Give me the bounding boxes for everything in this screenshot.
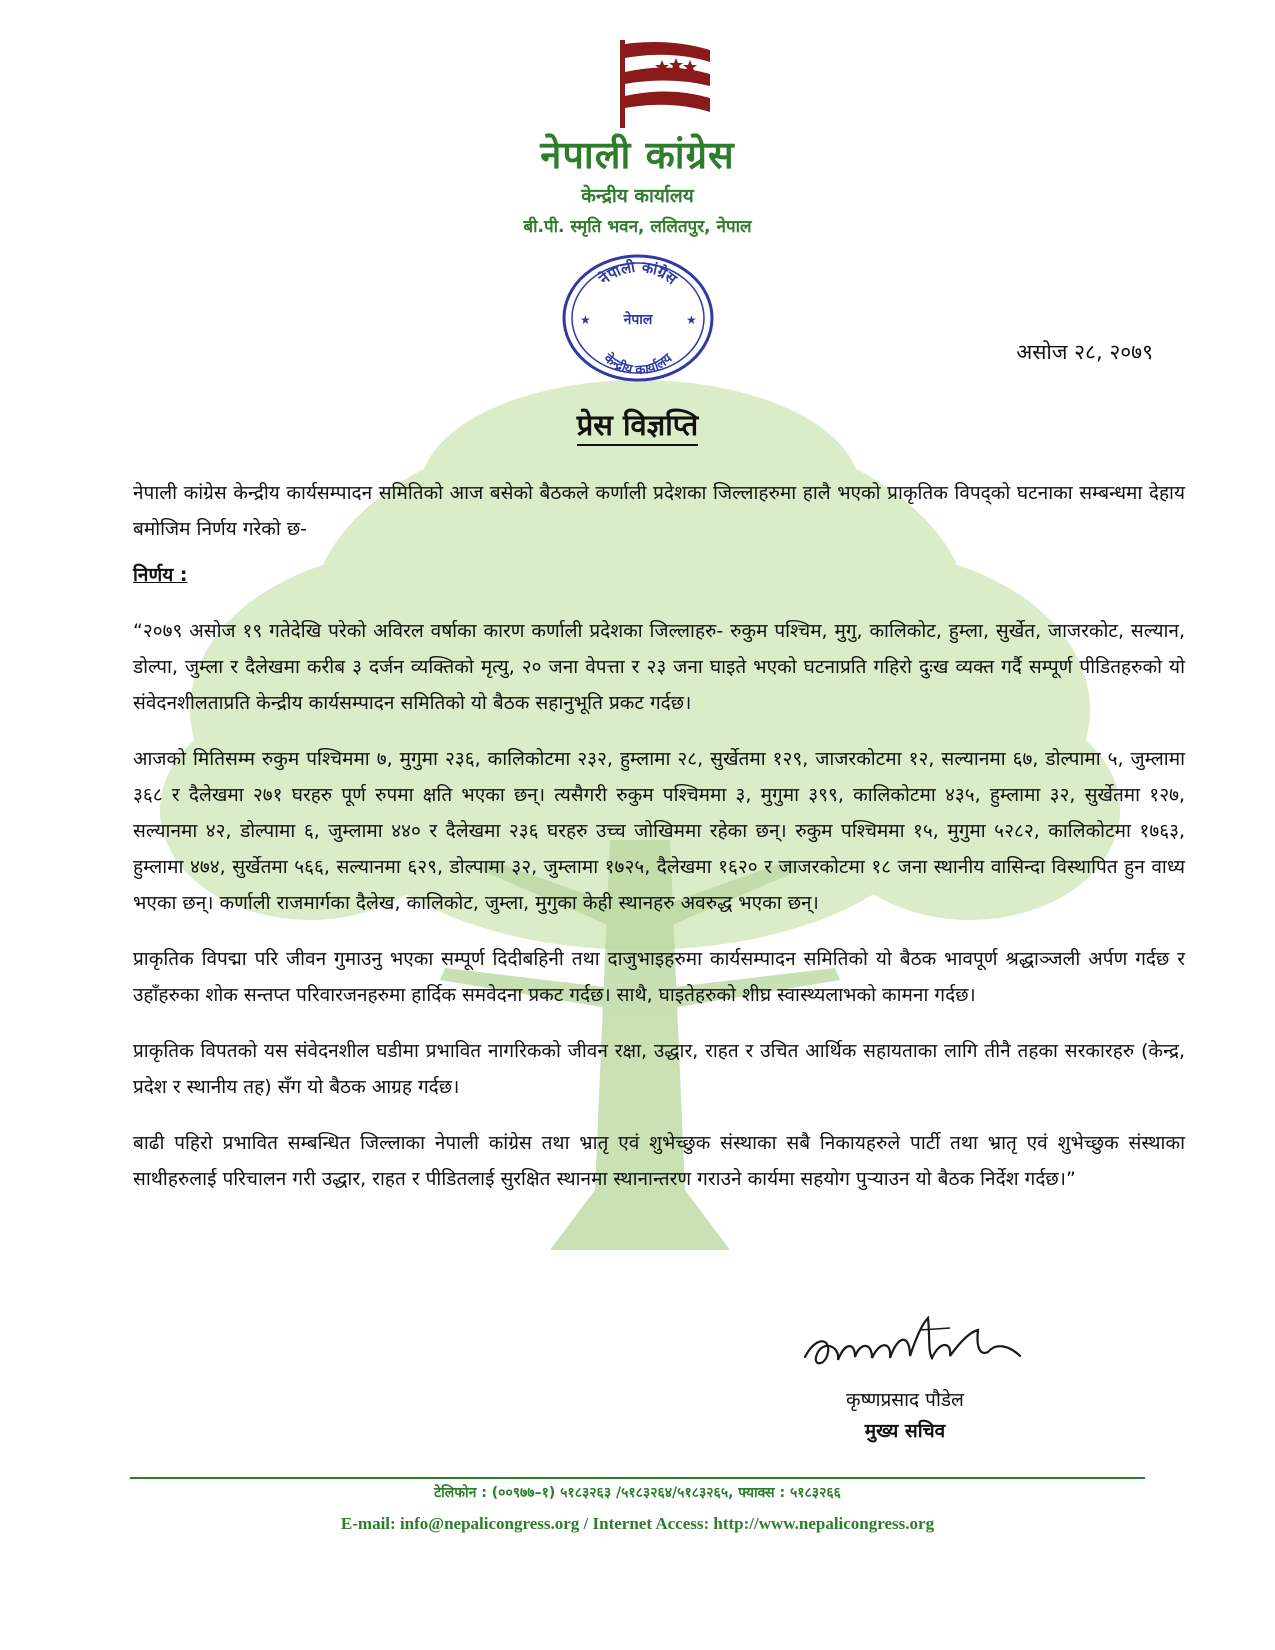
- footer-phone-fax: टेलिफोन : (००९७७–१) ५१८३२६३ /५१८३२६४/५१८३२६५, फ्याक्स : ५१८३२६६: [434, 1485, 841, 1501]
- press-release-body: [133, 475, 1185, 1217]
- government-appeal-paragraph: प्राकृतिक विपतको यस संवेदनशील घडीमा प्रभावित नागरिकको जीवन रक्षा, उद्धार, राहत र उचित आर्थिक सहायताका लागि तीनै तहका सरकारहरु (केन्द्र, प्रदेश र स्थानीय तह) सँग यो बैठक आग्रह गर्दछ।: [133, 1040, 1185, 1098]
- signature: [800, 1312, 1030, 1382]
- seal-star-icon: ★: [686, 313, 697, 327]
- document-title: [0, 405, 1275, 444]
- party-directive-paragraph: बाढी पहिरो प्रभावित सम्बन्धित जिल्लाका नेपाली कांग्रेस तथा भ्रातृ एवं शुभेच्छुक संस्थाका सबै निकायहरुले पार्टी तथा भ्रातृ एवं शुभेच्छुक संस्थाका साथीहरुलाई परिचालन गरी उद्धार, राहत र पीडितलाई सुरक्षित स्थानमा स्थानान्तरण गराउने कार्यमा सहयोग पुर्‍याउन यो बैठक निर्देश गर्दछ।”: [133, 1132, 1185, 1190]
- office-address: बी.पी. स्मृति भवन, ललितपुर, नेपाल: [523, 217, 752, 237]
- footer-email-website: E-mail: info@nepalicongress.org / Internet Access: http://www.nepalicongress.org: [340, 1514, 935, 1533]
- decision-label: निर्णय :: [133, 564, 188, 586]
- official-seal-stamp: [558, 250, 718, 386]
- issue-date: असोज २८, २०७९: [1016, 340, 1153, 364]
- damage-statistics-paragraph: आजको मितिसम्म रुकुम पश्चिममा ७, मुगुमा २३६, कालिकोटमा २३२, हुम्लामा २८, सुर्खेतमा १२९, जाजरकोटमा १२, सल्यानमा ६७, डोल्पामा ५, जुम्लामा ३६८ र दैलेखमा २७१ घरहरु पूर्ण रुपमा क्षति भएका छन्। त्यसैगरी रुकुम पश्चिममा ३, मुगुमा ३९९, कालिकोटमा ४३५, हुम्लामा ३२, सुर्खेतमा १२७, सल्यानमा ४२, डोल्पामा ६, जुम्लामा ४४० र दैलेखमा २३६ घरहरु उच्च जोखिममा रहेका छन्। रुकुम पश्चिममा १५, मुगुमा ५२८२, कालिकोटमा १७६३, हुम्लामा ४७४, सुर्खेतमा ५६६, सल्यानमा ६२९, डोल्पामा ३२, जुम्लामा १७२५, दैलेखमा १६२० र जाजरकोटमा १८ जना स्थानीय वासिन्दा विस्थापित हुन वाध्य भएका छन्। कर्णाली राजमार्गका दैलेख, कालिकोट, जुम्ला, मुगुका केही स्थानहरु अवरुद्ध भएका छन्।: [133, 748, 1185, 914]
- seal-bottom-text: केन्द्रीय कार्यालय: [600, 351, 676, 379]
- document-title-text: प्रेस विज्ञप्ति: [577, 408, 698, 446]
- decision-paragraph: “२०७९ असोज १९ गतेदेखि परेको अविरल वर्षाका कारण कर्णाली प्रदेशका जिल्लाहरु- रुकुम पश्चिम, मुगु, कालिकोट, हुम्ला, सुर्खेत, जाजरकोट, सल्यान, डोल्पा, जुम्ला र दैलेखमा करीब ३ दर्जन व्यक्तिको मृत्यु, २० जना वेपत्ता र २३ जना घाइते भएको घटनाप्रति गहिरो दुःख व्यक्त गर्दै सम्पूर्ण पीडितहरुको यो संवेदनशीलताप्रति केन्द्रीय कार्यसम्पादन समितिको यो बैठक सहानुभूति प्रकट गर्दछ।: [133, 620, 1185, 714]
- signatory-name: कृष्णप्रसाद पौडेल: [846, 1389, 964, 1411]
- party-flag-logo: [610, 36, 720, 128]
- condolence-paragraph: प्राकृतिक विपद्मा परि जीवन गुमाउनु भएका सम्पूर्ण दिदीबहिनी तथा दाजुभाइहरुमा कार्यसम्पादन समितिको यो बैठक भावपूर्ण श्रद्धाञ्जली अर्पण गर्दछ र उहाँहरुका शोक सन्तप्त परिवारजनहरुमा हार्दिक समवेदना प्रकट गर्दछ। साथै, घाइतेहरुको शीघ्र स्वास्थ्यलाभको कामना गर्दछ।: [133, 948, 1185, 1006]
- intro-paragraph: नेपाली कांग्रेस केन्द्रीय कार्यसम्पादन समितिको आज बसेको बैठकले कर्णाली प्रदेशका जिल्लाहरुमा हालै भएको प्राकृतिक विपद्को घटनाका सम्बन्धमा देहाय बमोजिम निर्णय गरेको छ-: [133, 482, 1185, 540]
- seal-center-text: नेपाल: [623, 312, 653, 328]
- footer-divider: [130, 1477, 1145, 1479]
- office-name: केन्द्रीय कार्यालय: [581, 185, 694, 207]
- seal-top-text: नेपाली कांग्रेस: [595, 257, 681, 289]
- organization-name: नेपाली कांग्रेस: [540, 133, 735, 177]
- svg-text:केन्द्रीय कार्यालय: [600, 350, 676, 379]
- seal-star-icon: ★: [580, 313, 591, 327]
- signatory-title: मुख्य सचिव: [864, 1420, 946, 1442]
